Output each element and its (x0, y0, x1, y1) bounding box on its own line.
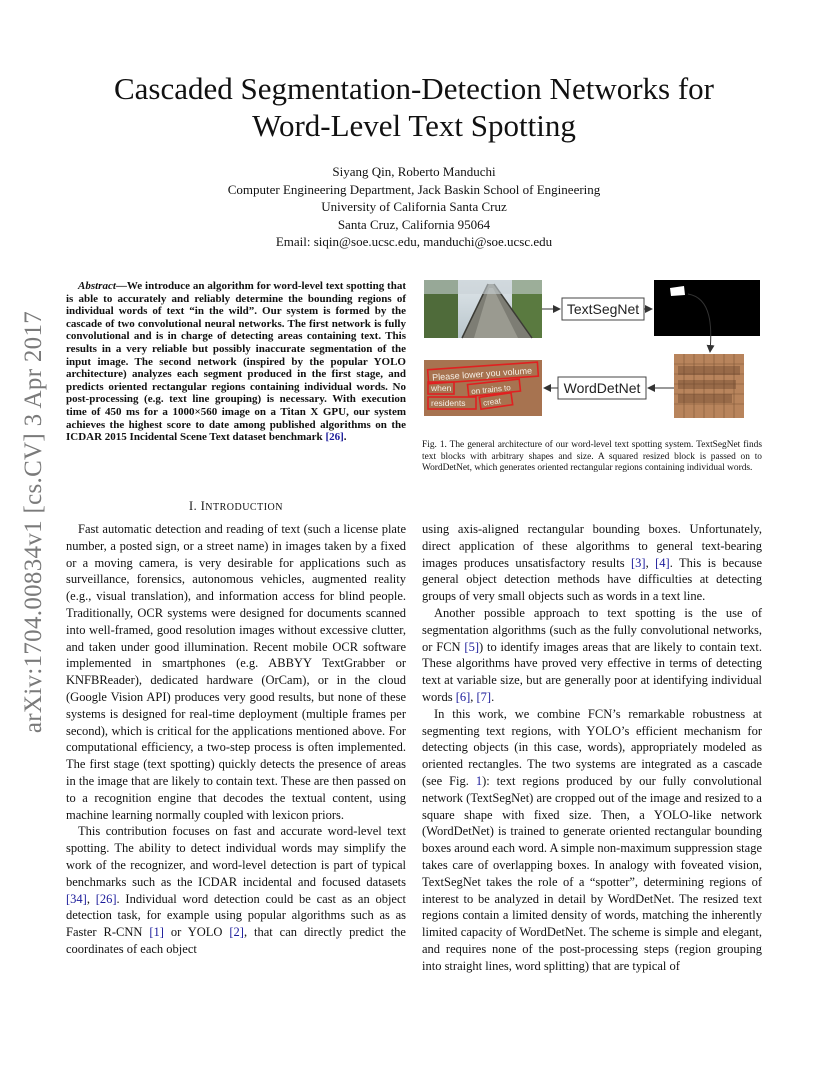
textsegnet-label: TextSegNet (566, 301, 640, 317)
abstract (66, 280, 406, 444)
intro-paragraph-1: Fast automatic detection and reading of text (such a license plate number, a posted sign, or a street name) in images taken by a fixed or a moving camera, is very desirable for applications such as surveillance, forensics, autonomous vehicles, augmented reality (e.g., visual translation), and information access for blind people. Traditionally, OCR systems were designed for documents scanned into well-framed, good resolution images without excessive clutter, and taken under good illumination. Recent mobile OCR software implemented in smartphones (e.g. ABBYY TextGrabber or KNFBReader), dedicated hardware (OrCam), or in the cloud (Google Vision API) produces very good results, but none of these systems is designed for real-time deployment (multiple frames per second), which is critical for the applications mentioned above. For computational efficiency, a two-step process is often implemented. The first stage (text spotting) quickly detects the presence of areas in the image that are likely to contain text. These are then passed on to a recognition engine that decodes the textual content, using machine learning normally coupled with lexicon priors. (66, 522, 406, 822)
section-number: I. (189, 499, 201, 513)
text-run: , (645, 555, 656, 570)
text-run: Another possible approach to text spotting is the use of segmentation algorithms (such as the fully convolutional networks, or FCN (422, 605, 762, 654)
textsegnet-box (562, 298, 644, 320)
word-detection-output (424, 360, 542, 416)
text-run: ) to identify images areas that are likely to contain text. These algorithms have proved very effective in terms of detecting text at variable size, but are generally poor at identifying individual words (422, 639, 763, 704)
intro-paragraph-2 (66, 823, 406, 957)
intro-paragraph-continued (422, 521, 762, 605)
sign-text-1: Please lower you volume (431, 365, 533, 383)
figure-reference-link[interactable]: 1 (475, 773, 483, 788)
section-heading (66, 499, 406, 514)
text-run: . Individual word detection could be cast as an object detection task, for example using popular algorithms such as as Faster R-CNN (66, 891, 407, 940)
text-run: This contribution focuses on fast and accurate word-level text spotting. The ability to detect individual words may simplify the work of the recognizer, and word-level detection is part of typical benchmarks such as the ICDAR incidental and focused datasets (66, 824, 406, 889)
affiliation-university: University of California Santa Cruz (321, 199, 507, 214)
paper-title (60, 70, 768, 144)
sign-text-3: residents (431, 398, 466, 408)
abstract-end: . (343, 431, 347, 444)
citation-link[interactable]: [7] (476, 689, 492, 704)
section-initial: I (200, 499, 206, 513)
abstract-label: Abstract (78, 280, 116, 292)
arxiv-id: arXiv:1704.00834v1 [cs.CV] 3 Apr 2017 (20, 310, 47, 734)
citation-link[interactable]: [34] (66, 891, 87, 906)
author-block (60, 163, 768, 251)
text-run: , that can directly predict the coordinates of each object (66, 925, 406, 956)
text-run: , (86, 891, 96, 906)
text-run: using axis-aligned rectangular bounding boxes. Unfortunately, direct application of these algorithms to general text-bearing images produces unsatisfactory results (422, 522, 762, 570)
citation-link[interactable]: [1] (149, 925, 164, 940)
left-column-body (66, 521, 406, 958)
text-run: . (491, 689, 495, 704)
section-title-rest: NTRODUCTION (205, 502, 283, 513)
text-run: , (470, 689, 477, 704)
citation-link[interactable]: [5] (464, 639, 479, 654)
figure-caption: Fig. 1. The general architecture of our word-level text spotting system. TextSegNet finds text blocks with arbitrary shapes and size. A squared resized block is passed on to WordDetNet, which generates oriented rectangular regions containing individual words. (422, 440, 762, 473)
right-column-body (422, 521, 762, 975)
author-names: Siyang Qin, Roberto Manduchi (332, 164, 496, 179)
input-photo (424, 280, 542, 338)
title-line-1: Cascaded Segmentation-Detection Networks for (113, 71, 714, 106)
text-run: In this work, we combine FCN’s remarkable robustness at segmenting text regions, with YOLO’s efficient mechanism for detecting objects (in this case, words), appropriately modeled as oriented rectangles. The two systems are integrated as a cascade (see Fig. (422, 706, 762, 788)
citation-link[interactable]: [6] (455, 689, 471, 704)
intro-paragraph-4 (422, 706, 762, 975)
citation-link[interactable]: [2] (229, 925, 244, 940)
figure-architecture (422, 278, 762, 420)
text-run: or YOLO (163, 925, 230, 940)
segmentation-mask (654, 280, 760, 336)
sign-text-2b: on trains to (470, 383, 512, 397)
sign-text-2: when (431, 383, 452, 393)
intro-paragraph-3 (422, 605, 762, 706)
author-email: Email: siqin@soe.ucsc.edu, manduchi@soe.ucsc.edu (275, 234, 553, 249)
abstract-text: —We introduce an algorithm for word-level text spotting that is able to accurately and reliably determine the bounding regions of individual words of text “in the wild”. Our system is formed by the cascade of two convolutional neural networks. The first network is fully convolutional and is in charge of detecting areas containing text. This results in a very reliable but possibly inaccurate segmentation of the input image. The second network (inspired by the popular YOLO architecture) analyzes each segment produced in the first stage, and predicts oriented rectangular regions containing individual words. No post-processing (e.g. text line grouping) is necessary. With execution time of 450 ms for a 1000×560 image on a Titan X GPU, our system achieves the highest score to date among published algorithms on the ICDAR 2015 Incidental Scene Text dataset benchmark (66, 280, 406, 444)
arxiv-sidebar-stamp (14, 292, 54, 752)
citation-link[interactable]: [26] (325, 431, 344, 444)
citation-link[interactable]: [4] (655, 555, 670, 570)
citation-link[interactable]: [3] (630, 555, 646, 570)
citation-link[interactable]: [26] (95, 891, 117, 906)
worddetnet-box (558, 377, 646, 399)
title-line-2: Word-Level Text Spotting (252, 108, 576, 143)
worddetnet-label: WordDetNet (563, 380, 641, 396)
sign-text-3b: creat (482, 396, 502, 408)
affiliation-city: Santa Cruz, California 95064 (337, 216, 491, 232)
text-run: ): text regions produced by our fully convolutional network (TextSegNet) are cropped out of the image and resized to a square shape with fixed size. Then, a YOLO-like network (WordDetNet) is trained to generate oriented rectangular bounding boxes around each word. A simple non-maximum suppression stage takes care of overlapping boxes. In analogy with foveated vision, TextSegNet takes the role of a “spotter”, determining regions of interest to be analyzed in detail by WordDetNet. The resized text regions contain a limited density of words, matching the inherently limited capacity of WordDetNet. The scheme is simple and elegant, and requires none of the post-processing steps (region grouping into straight lines, word splitting) that are typical of (422, 773, 762, 973)
text-run: . This is because general object detection methods have difficulties at detecting groups of very small objects such as words in a text line. (422, 555, 762, 604)
resized-text-crop (674, 354, 744, 418)
affiliation-dept: Computer Engineering Department, Jack Baskin School of Engineering (227, 181, 601, 197)
